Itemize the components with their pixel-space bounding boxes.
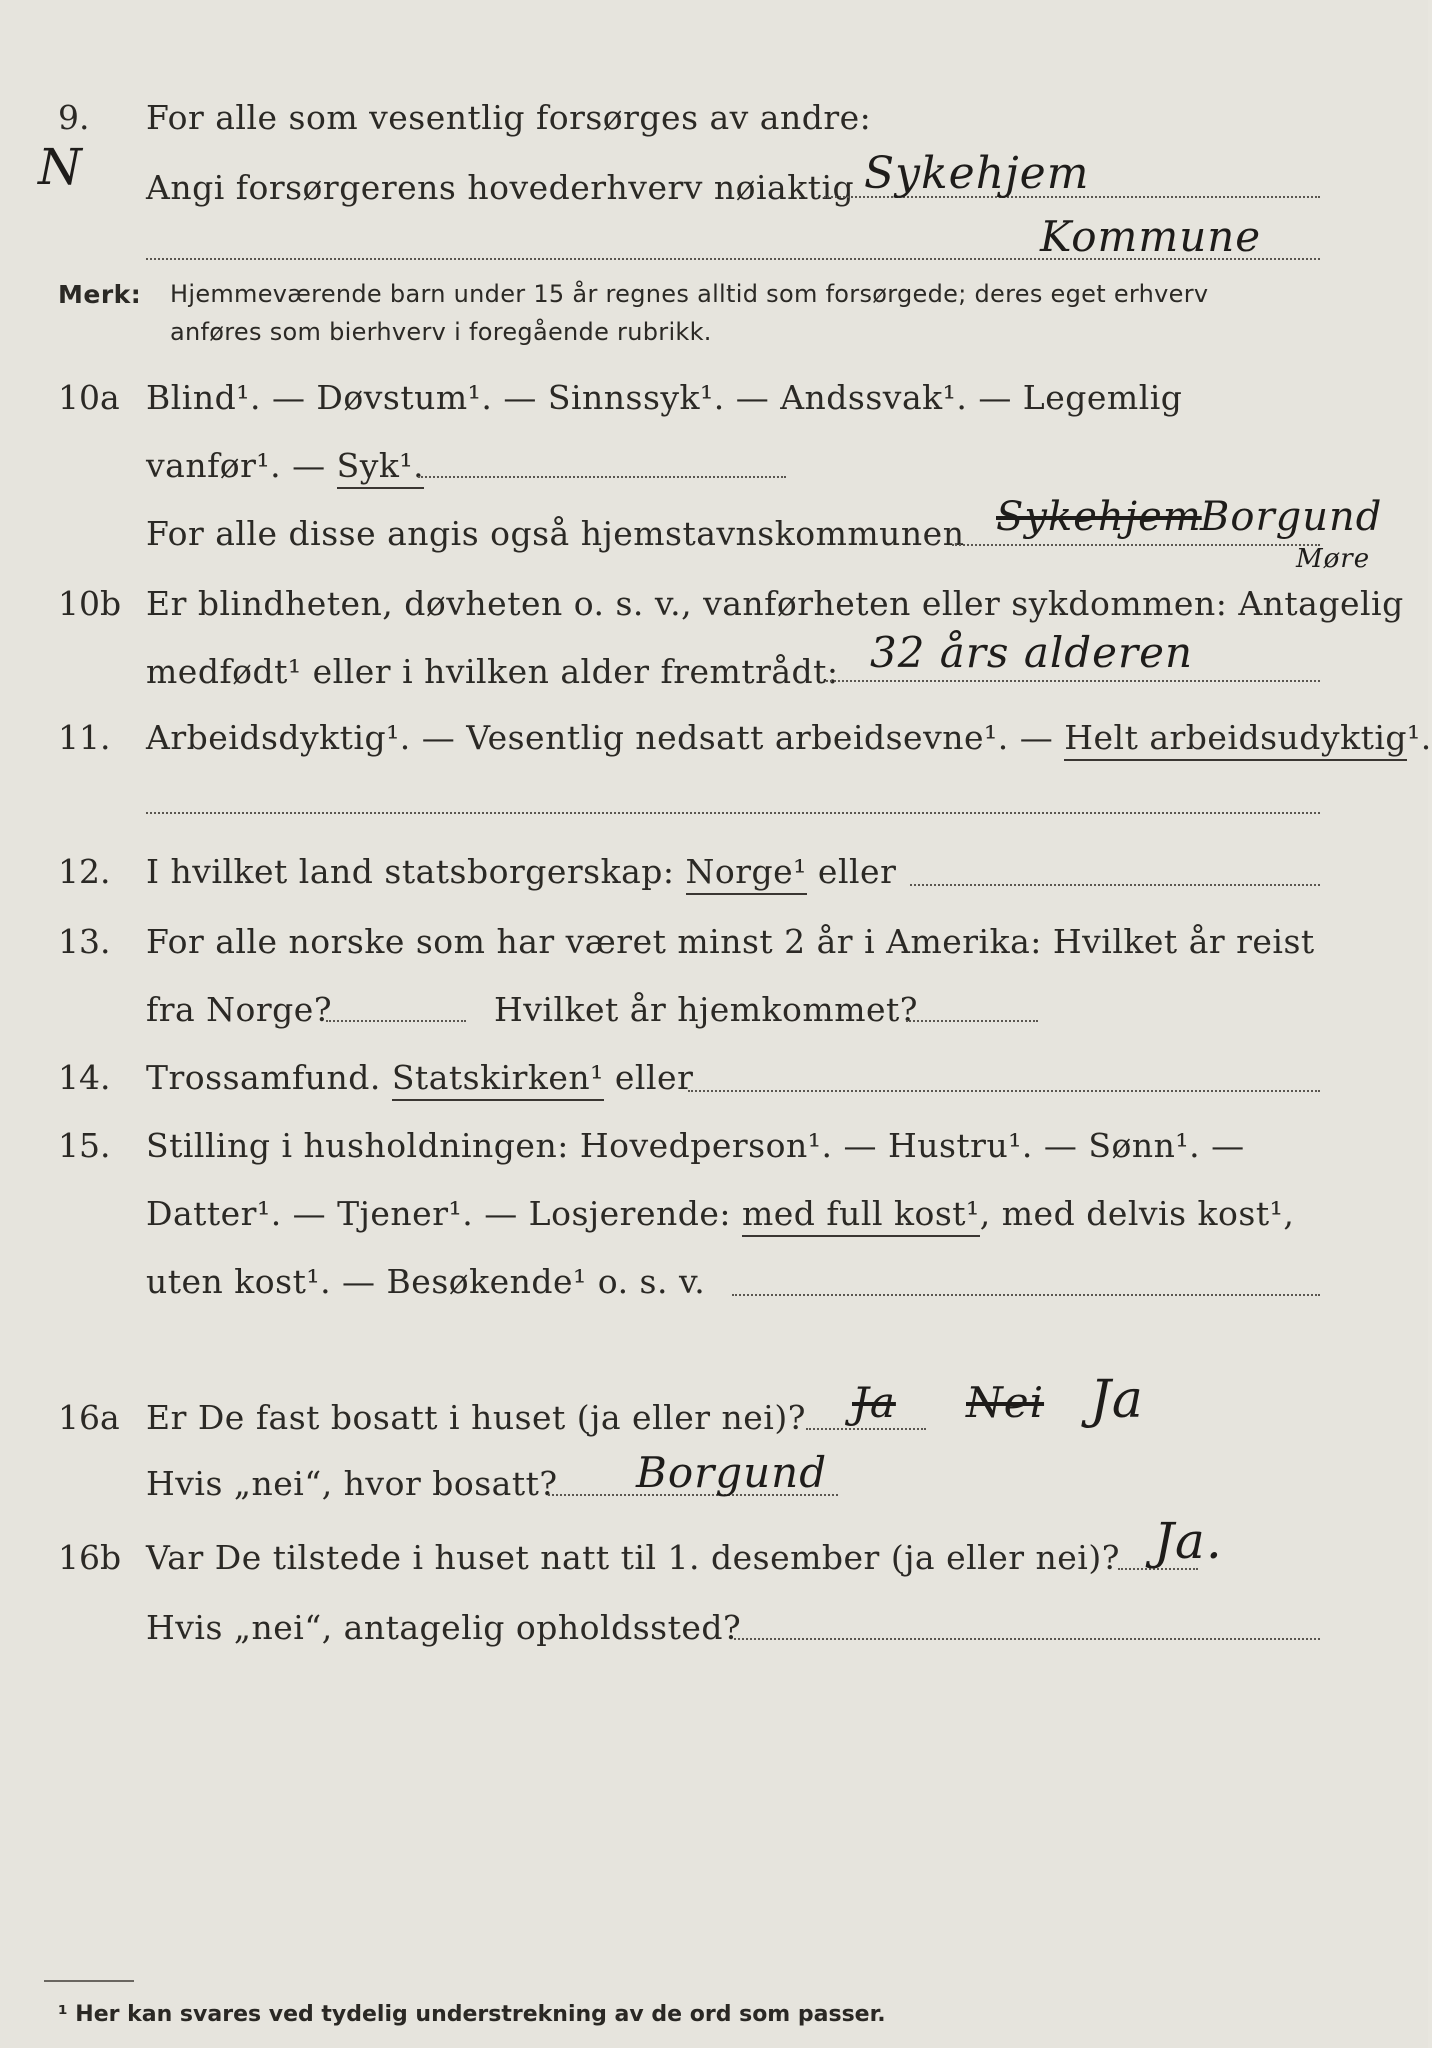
q14-number: 14. xyxy=(58,1058,111,1097)
q14-line1 xyxy=(146,1058,693,1097)
q12-answer-line xyxy=(910,884,1320,886)
q13-line2b: Hvilket år hjemkommet? xyxy=(494,990,918,1029)
q14-underlined: Statskirken¹ xyxy=(392,1058,604,1101)
q10b-number: 10b xyxy=(58,584,122,623)
q10a-line2 xyxy=(146,446,424,485)
q13-line2b-dots xyxy=(906,1020,1038,1022)
q15-line2-suffix: , med delvis kost¹, xyxy=(979,1194,1295,1233)
q11-suffix: ¹. xyxy=(1407,718,1432,757)
q15-line2-prefix: Datter¹. — Tjener¹. — Losjerende: xyxy=(146,1194,742,1233)
q16a-answer-struck2: Nei xyxy=(966,1378,1045,1427)
q10b-answer-line xyxy=(826,680,1320,682)
q12-prefix: I hvilket land statsborgerskap: xyxy=(146,852,686,891)
q16a-line2: Hvis „nei“, hvor bosatt? xyxy=(146,1464,558,1503)
q13-line2a: fra Norge? xyxy=(146,990,333,1029)
q16a-number: 16a xyxy=(58,1398,120,1437)
q16a-answer1: Ja xyxy=(1090,1370,1144,1430)
q11-prefix: Arbeidsdyktig¹. — Vesentlig nedsatt arbeidsevne¹. — xyxy=(146,718,1065,757)
q10a-syk: Syk¹. xyxy=(337,446,424,489)
q13-number: 13. xyxy=(58,922,111,961)
q10a-answer: Borgund xyxy=(1200,494,1383,540)
q16b-answer1: Ja. xyxy=(1154,1512,1223,1570)
q14-prefix: Trossamfund. xyxy=(146,1058,392,1097)
q16b-answer-line2 xyxy=(734,1638,1320,1640)
q10b-answer: 32 års alderen xyxy=(870,628,1194,677)
q10a-answer-struck: Sykehjem xyxy=(996,494,1202,540)
footnote-rule xyxy=(44,1980,134,1982)
q11-answer-line xyxy=(146,812,1320,814)
q12-number: 12. xyxy=(58,852,111,891)
q15-line3: uten kost¹. — Besøkende¹ o. s. v. xyxy=(146,1262,706,1301)
q10a-number: 10a xyxy=(58,378,120,417)
q16b-line2: Hvis „nei“, antagelig opholdssted? xyxy=(146,1608,742,1647)
q15-underlined: med full kost¹ xyxy=(742,1194,980,1237)
q10a-line2-prefix: vanfør¹. — xyxy=(146,446,337,485)
q11-underlined: Helt arbeidsudyktig xyxy=(1064,718,1407,761)
q15-number: 15. xyxy=(58,1126,111,1165)
q12-line1 xyxy=(146,852,896,891)
margin-mark: N xyxy=(38,138,83,196)
q10a-answer-sub: Møre xyxy=(1296,544,1371,574)
q10a-line3: For alle disse angis også hjemstavnskommunen xyxy=(146,514,965,553)
q15-line1: Stilling i husholdningen: Hovedperson¹. — Hustru¹. — Sønn¹. — xyxy=(146,1126,1245,1165)
q13-line2a-dots xyxy=(326,1020,466,1022)
q9-answer2: Kommune xyxy=(1040,212,1262,261)
q10b-line2: medfødt¹ eller i hvilken alder fremtrådt: xyxy=(146,652,839,691)
q16b-number: 16b xyxy=(58,1538,122,1577)
q12-underlined: Norge¹ xyxy=(686,852,807,895)
q14-answer-line xyxy=(688,1090,1320,1092)
q14-suffix: eller xyxy=(603,1058,694,1097)
q16a-line1: Er De fast bosatt i huset (ja eller nei)? xyxy=(146,1398,806,1437)
q10a-line2-dots xyxy=(418,476,786,478)
q13-line1: For alle norske som har været minst 2 år i Amerika: Hvilket år reist xyxy=(146,922,1315,961)
q9-number: 9. xyxy=(58,98,90,137)
q10a-answer-line xyxy=(952,544,1320,546)
q11-number: 11. xyxy=(58,718,111,757)
q11-line1 xyxy=(146,718,1432,757)
q9-line2: Angi forsørgerens hovederhverv nøiaktig xyxy=(146,168,855,207)
q15-answer-line xyxy=(732,1294,1320,1296)
merk-label: Merk: xyxy=(58,280,142,309)
merk-line1: Hjemmeværende barn under 15 år regnes alltid som forsørgede; deres eget erhverv xyxy=(170,280,1209,308)
q10a-line1: Blind¹. — Døvstum¹. — Sinnssyk¹. — Andssvak¹. — Legemlig xyxy=(146,378,1183,417)
q15-line2 xyxy=(146,1194,1294,1233)
q10b-line1: Er blindheten, døvheten o. s. v., vanførheten eller sykdommen: Antagelig xyxy=(146,584,1404,623)
q9-line1: For alle som vesentlig forsørges av andre: xyxy=(146,98,872,137)
q12-suffix: eller xyxy=(806,852,897,891)
merk-line2: anføres som bierhverv i foregående rubrikk. xyxy=(170,318,712,346)
q16a-answer2: Borgund xyxy=(636,1448,828,1497)
q16a-answer-line xyxy=(806,1428,926,1430)
q16a-answer-struck1: Ja xyxy=(852,1378,896,1427)
q16b-line1: Var De tilstede i huset natt til 1. desember (ja eller nei)? xyxy=(146,1538,1120,1577)
footnote: ¹ Her kan svares ved tydelig understrekning av de ord som passer. xyxy=(58,2002,886,2027)
q9-answer1: Sykehjem xyxy=(864,148,1090,199)
